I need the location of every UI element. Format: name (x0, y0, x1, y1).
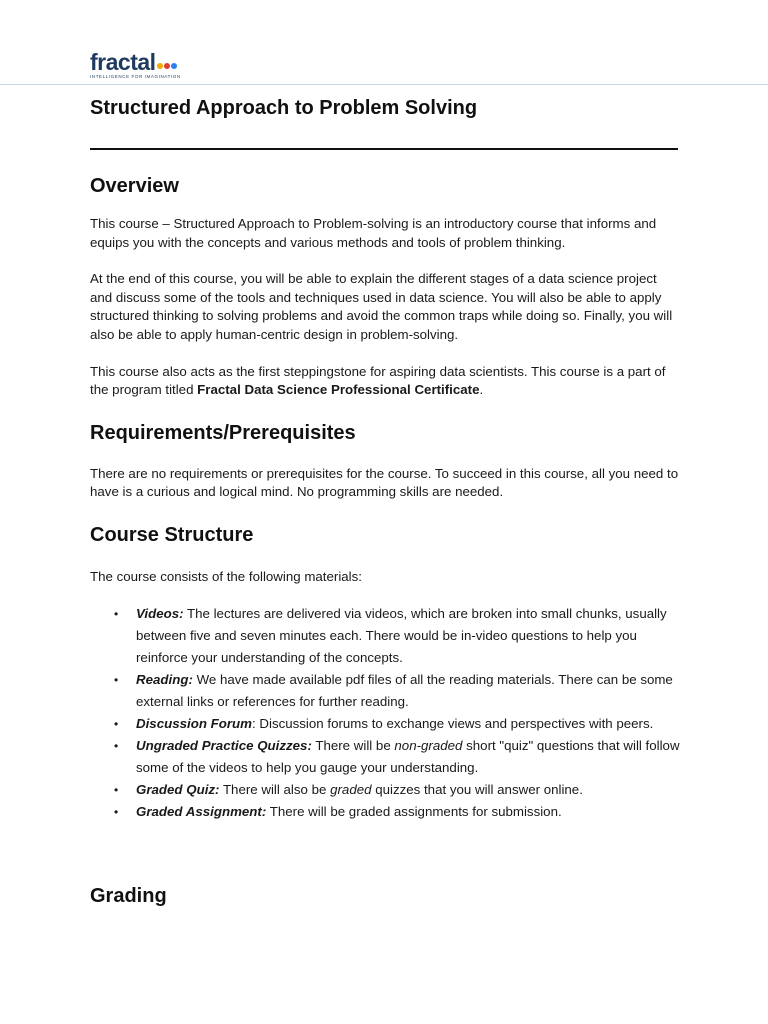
fractal-logo (90, 50, 181, 84)
document-body (90, 94, 680, 909)
logo-dots-icon (157, 56, 178, 74)
overview-paragraph-3 (90, 363, 680, 400)
overview-heading: Overview (90, 175, 179, 197)
course-structure-intro: The course consists of the following materials: (90, 568, 362, 584)
list-item: • Discussion Forum: Discussion forums to exchange views and perspectives with peers. (114, 715, 654, 731)
list-item: • Ungraded Practice Quizzes: There will be non-graded short "quiz" questions that will follow some of the videos to help you gauge your understanding. (114, 737, 680, 775)
list-item: • Reading: We have made available pdf files of all the reading materials. There can be some external links or references for further reading. (114, 671, 673, 709)
list-item: • Graded Assignment: There will be graded assignments for submission. (114, 803, 562, 819)
document-title: Structured Approach to Problem Solving (90, 97, 478, 119)
overview-p3-text: This course also acts as the first steppingstone for aspiring data scientists. This course is a part of the program titled (90, 363, 666, 398)
list-item: • Videos: The lectures are delivered via videos, which are broken into small chunks, usually between five and seven minutes each. There would be in-video questions to help you reinforce your understanding of the concepts. (114, 605, 667, 665)
materials-list (90, 603, 680, 823)
overview-p3-end: . (479, 382, 484, 398)
grading-heading: Grading (90, 884, 167, 907)
header-divider (0, 84, 768, 85)
logo-wordmark: fractal (90, 49, 156, 75)
program-title: Fractal Data Science Professional Certificate (197, 382, 480, 398)
list-item: • Graded Quiz: There will also be graded quizzes that you will answer online. (114, 781, 583, 797)
overview-paragraph-1: This course – Structured Approach to Problem-solving is an introductory course that informs and equips you with the concepts and various methods and tools of problem thinking. (90, 216, 657, 250)
requirements-heading: Requirements/Prerequisites (90, 421, 356, 444)
overview-paragraph-2: At the end of this course, you will be able to explain the different stages of a data science project and discuss some of the tools and techniques used in data science. You will also be able to apply structured thinking to solving problems and avoid the common traps while doing so. Finally, you will also be able to apply human-centric design in problem-solving. (90, 271, 673, 342)
requirements-paragraph: There are no requirements or prerequisites for the course. To succeed in this course, all you need to have is a curious and logical mind. No programming skills are needed. (90, 465, 679, 500)
logo-tagline: INTELLIGENCE FOR IMAGINATION (90, 74, 181, 79)
course-structure-heading: Course Structure (90, 523, 254, 546)
title-divider (90, 148, 678, 150)
